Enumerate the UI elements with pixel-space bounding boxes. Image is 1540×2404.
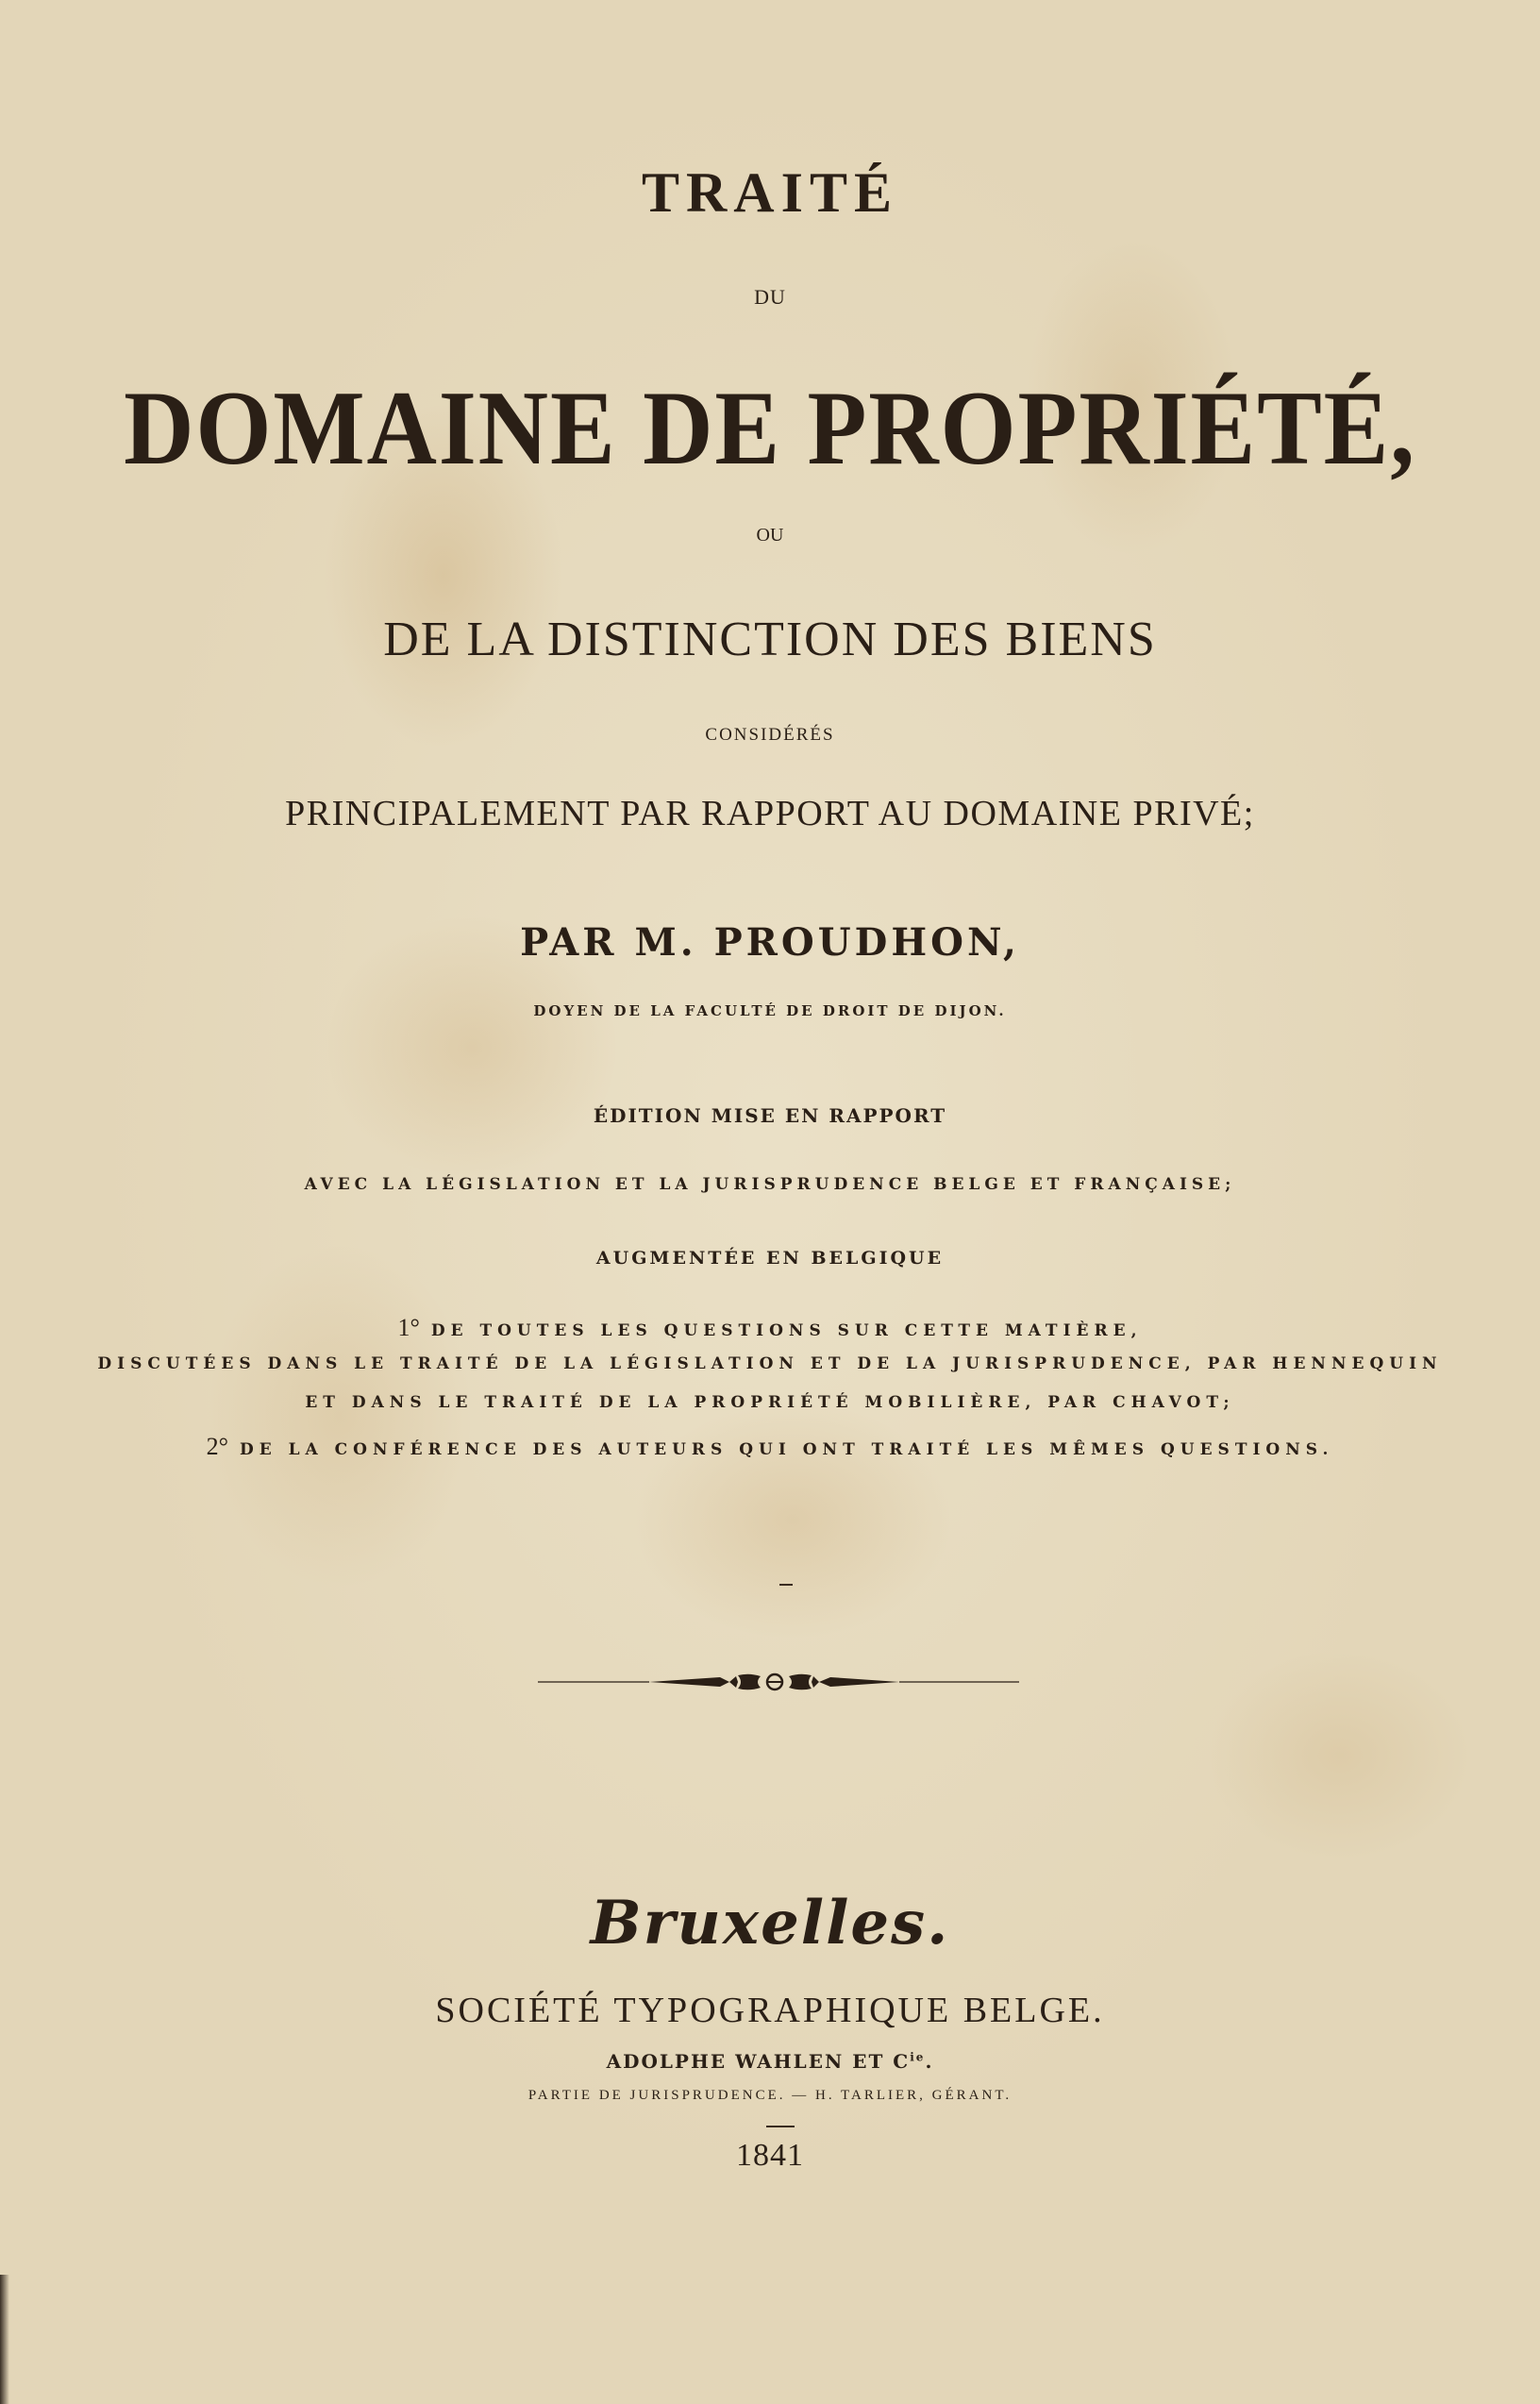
author-affiliation: DOYEN DE LA FACULTÉ DE DROIT DE DIJON. <box>533 1002 1007 1019</box>
edition-augmentee: AUGMENTÉE EN BELGIQUE <box>595 1248 945 1269</box>
book-spine-edge <box>0 2275 9 2404</box>
printer-name: ADOLPHE WAHLEN ET C <box>606 2050 911 2073</box>
imprint-city: Bruxelles. <box>590 1888 950 1959</box>
imprint-printer <box>0 2050 1540 2073</box>
small-dash-divider <box>779 1584 793 1586</box>
subtitle: DE LA DISTINCTION DES BIENS <box>383 613 1157 666</box>
imprint-division: PARTIE DE JURISPRUDENCE. — H. TARLIER, GÉRANT. <box>527 2088 1013 2103</box>
list-item-1 <box>0 1314 1540 1342</box>
list-text: DE LA CONFÉRENCE DES AUTEURS QUI ONT TRAITÉ LES MÊMES QUESTIONS. <box>228 1440 1334 1459</box>
list-text: ET DANS LE TRAITÉ DE LA PROPRIÉTÉ MOBILIÈRE, PAR CHAVOT; <box>305 1393 1235 1412</box>
subtitle-consideres: CONSIDÉRÉS <box>705 725 835 745</box>
edition-heading: ÉDITION MISE EN RAPPORT <box>593 1104 947 1127</box>
year-dash-divider <box>766 2126 795 2127</box>
ornamental-rule-icon <box>536 1671 1027 1693</box>
list-item-1-continued <box>0 1393 1540 1412</box>
list-item-2 <box>0 1433 1540 1461</box>
title-traite: TRAITÉ <box>641 161 899 224</box>
list-number: 2° <box>206 1433 229 1460</box>
imprint-year: 1841 <box>736 2138 804 2173</box>
title-ou: OU <box>756 525 784 546</box>
edition-legislation: AVEC LA LÉGISLATION ET LA JURISPRUDENCE BELGE ET FRANÇAISE; <box>304 1175 1236 1194</box>
subtitle-principalement: PRINCIPALEMENT PAR RAPPORT AU DOMAINE PRIVÉ; <box>285 794 1255 833</box>
author-line: PAR M. PROUDHON, <box>520 920 1020 965</box>
list-text: DE TOUTES LES QUESTIONS SUR CETTE MATIÈRE, <box>419 1321 1143 1340</box>
list-number: 1° <box>397 1314 420 1341</box>
printer-period: . <box>925 2050 934 2073</box>
title-du: DU <box>754 285 786 309</box>
printer-superscript: ie <box>910 2050 926 2064</box>
list-item-1-continued <box>0 1354 1540 1373</box>
list-text: DISCUTÉES DANS LE TRAITÉ DE LA LÉGISLATION ET DE LA JURISPRUDENCE, PAR HENNEQUIN <box>97 1354 1443 1373</box>
imprint-publisher: SOCIÉTÉ TYPOGRAPHIQUE BELGE. <box>435 1991 1105 2030</box>
main-title: DOMAINE DE PROPRIÉTÉ, <box>124 370 1416 487</box>
